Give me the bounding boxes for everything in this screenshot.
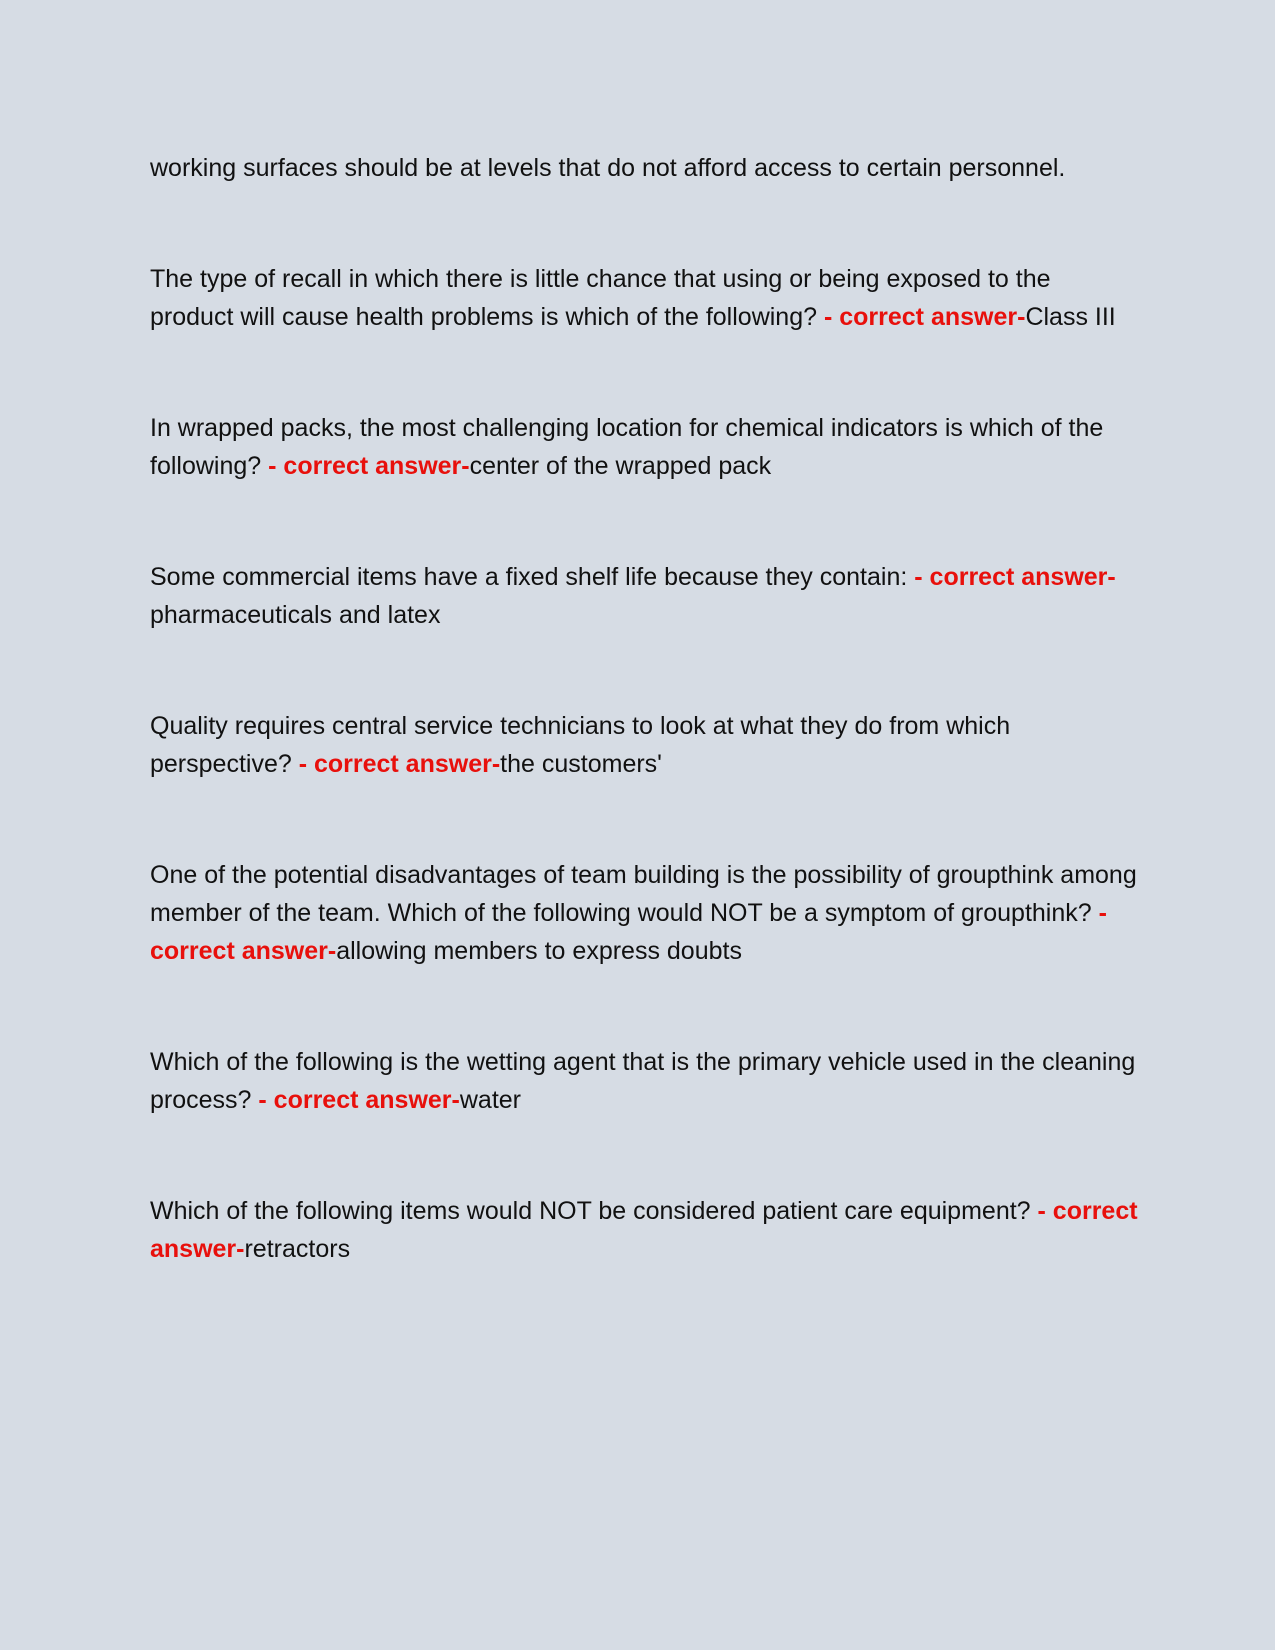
question-text: Some commercial items have a fixed shelf life because they contain: xyxy=(150,563,915,591)
answer-text: center of the wrapped pack xyxy=(469,452,772,480)
correct-answer-marker: - correct answer- xyxy=(298,750,501,778)
answer-text: pharmaceuticals and latex xyxy=(150,601,441,629)
answer-text: allowing members to express doubts xyxy=(336,937,742,965)
qa-item-5 xyxy=(150,707,1140,783)
correct-answer-marker: - correct answer- xyxy=(823,303,1026,331)
question-text: The type of recall in which there is little chance that using or being exposed to the product will cause health problems is which of the following? xyxy=(150,265,1051,331)
qa-list xyxy=(150,149,1140,1341)
question-text: One of the potential disadvantages of team building is the possibility of groupthink among member of the team. Which of the following would NOT be a symptom of groupthink? xyxy=(150,861,1137,927)
correct-answer-marker: - correct answer- xyxy=(150,1197,1138,1263)
answer-text: retractors xyxy=(244,1235,351,1263)
question-text: Which of the following items would NOT be considered patient care equipment? xyxy=(150,1197,1038,1225)
qa-item-7 xyxy=(150,1043,1140,1119)
correct-answer-marker: - correct answer- xyxy=(150,899,1107,965)
qa-item-3 xyxy=(150,409,1140,485)
qa-item-2 xyxy=(150,260,1140,336)
answer-text: water xyxy=(459,1086,521,1114)
question-text: In wrapped packs, the most challenging location for chemical indicators is which of the following? xyxy=(150,414,1104,480)
question-text: Which of the following is the wetting agent that is the primary vehicle used in the cleaning process? xyxy=(150,1048,1136,1114)
answer-text: the customers' xyxy=(500,750,662,778)
qa-item-6 xyxy=(150,856,1140,970)
qa-item-8 xyxy=(150,1192,1140,1268)
question-text: working surfaces should be at levels that do not afford access to certain personnel. xyxy=(150,154,1066,182)
correct-answer-marker: - correct answer- xyxy=(268,452,470,480)
qa-item-1 xyxy=(150,149,1140,187)
correct-answer-marker: - correct answer- xyxy=(258,1086,460,1114)
correct-answer-marker: - correct answer- xyxy=(914,563,1116,591)
answer-text: Class III xyxy=(1025,303,1116,331)
qa-item-4 xyxy=(150,558,1140,634)
question-text: Quality requires central service technicians to look at what they do from which perspective? xyxy=(150,712,1011,778)
